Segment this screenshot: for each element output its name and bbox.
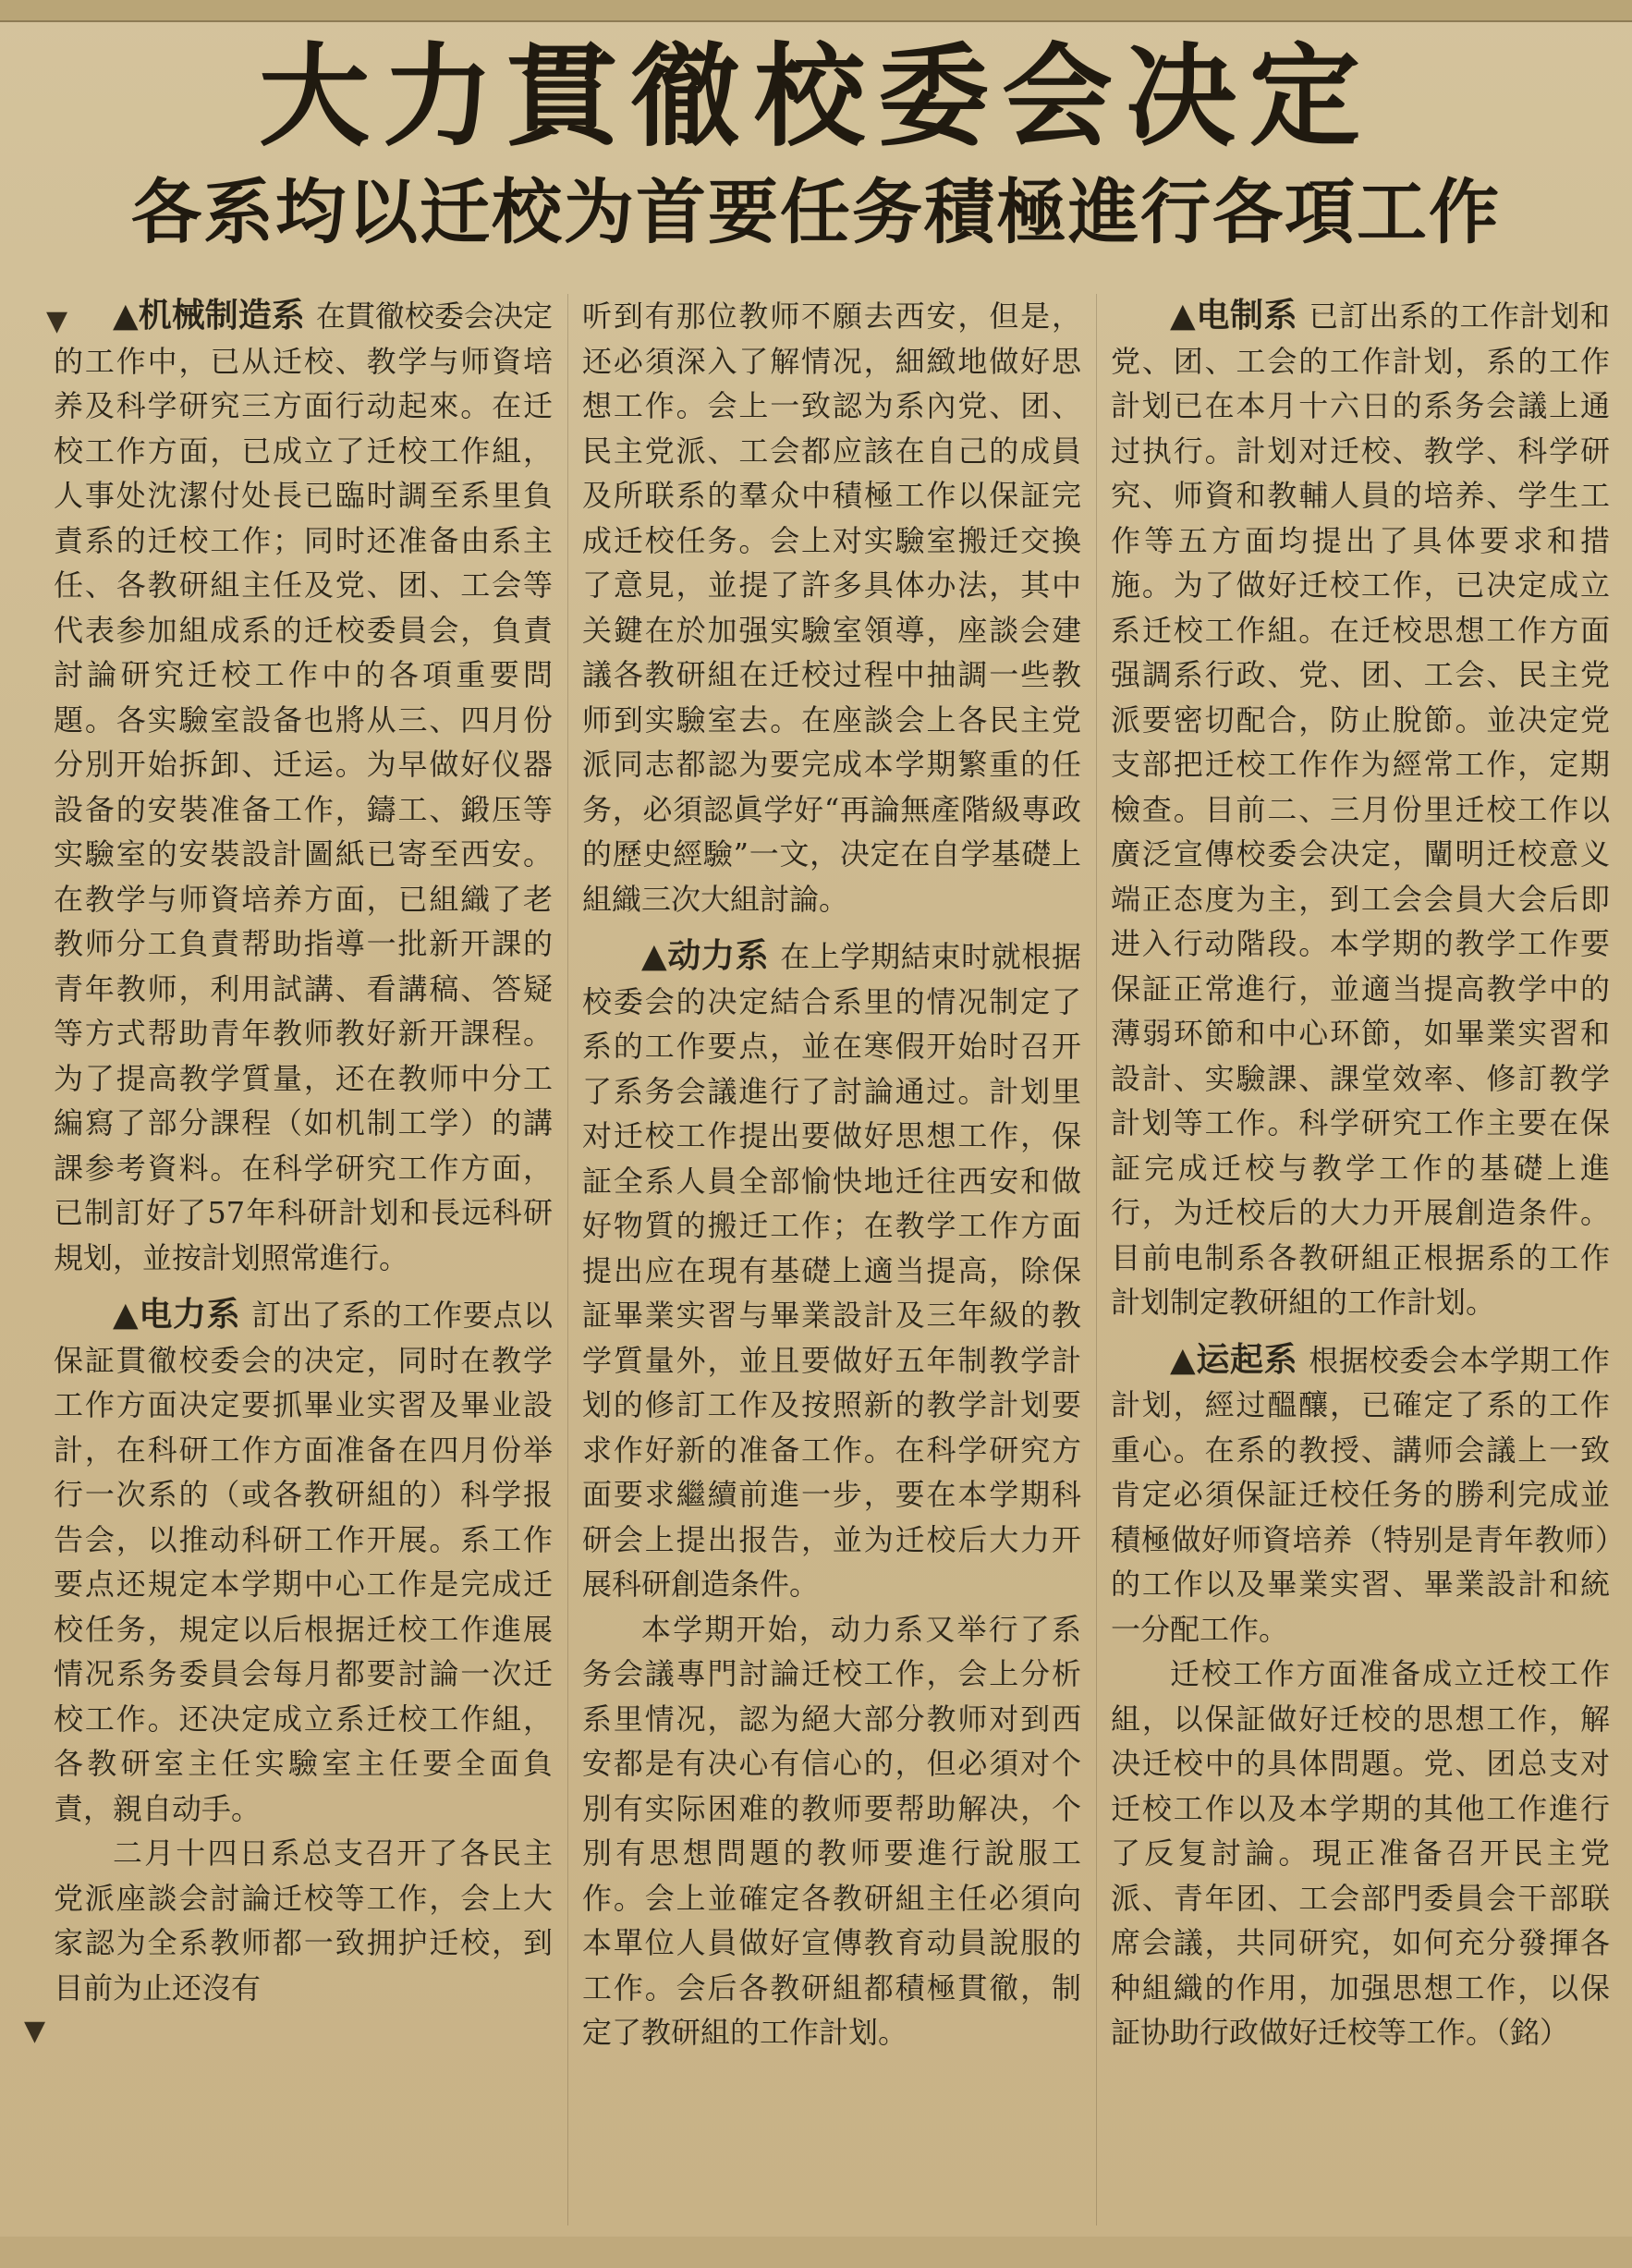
section-body: 在貫徹校委会决定的工作中，已从迁校、教学与师資培养及科学研究三方面行动起來。在迁校工作方面，已成立了迁校工作組，人事处沈潔付处長已臨时調至系里負責系的迁校工作；同时还准备由系主任、各教研組主任及党、团、工会等代表参加組成系的迁校委員会，負責討論研究迁校工作中的各項重要問題。各实驗室設备也將从三、四月份分別开始拆卸、迁运。为早做好仪器設备的安裝准备工作，鑄工、鍛压等实驗室的安裝設計圖紙已寄至西安。在教学与师資培养方面，已組織了老教师分工負責帮助指導一批新开課的青年教师，利用試講、看講稿、答疑等方式帮助青年教师教好新开課程。为了提高教学質量，还在教师中分工編寫了部分課程（如机制工学）的講課参考資料。在科学研究工作方面，已制訂好了57年科研計划和長远科研規划，並按計划照常進行。	[54, 299, 553, 1275]
paragraph: 迁校工作方面准备成立迁校工作組，以保証做好迁校的思想工作，解决迁校中的具体問題。党、团总支对迁校工作以及本学期的其他工作進行了反复討論。現正准备召开民主党派、青年团、工会部門委員会干部联席会議，共同研究，如何充分發揮各种組織的作用，加强思想工作，以保証协助行政做好迁校等工作。（銘）	[1111, 1656, 1610, 2050]
margin-marker-top: ▼	[46, 305, 68, 337]
section-electric-manufacturing	[1111, 294, 1610, 1325]
section-body: 根据校委会本学期工作計划，經过醞釀，已確定了系的工作重心。在系的教授、講师会議上一致肯定必須保証迁校任务的勝利完成並積極做好师資培养（特别是青年教师）的工作以及畢業实習、畢業設計和統一分配工作。	[1111, 1342, 1610, 1647]
bottom-edge-strip	[0, 2237, 1632, 2268]
section-machinery	[54, 294, 553, 1280]
article-column-3	[1111, 294, 1610, 2225]
section-body: 已訂出系的工作計划和党、团、工会的工作計划，系的工作計划已在本月十六日的系务会議上通过执行。計划对迁校、教学、科学研究、师資和教輔人員的培养、学生工作等五方面均提出了具体要求和措施。为了做好迁校工作，已决定成立系迁校工作組。在迁校思想工作方面强調系行政、党、团、工会、民主党派要密切配合，防止脫節。並决定党支部把迁校工作作为經常工作，定期檢查。目前二、三月份里迁校工作以廣泛宣傳校委会决定，闡明迁校意义端正态度为主，到工会会員大会后即进入行动階段。本学期的教学工作要保証正常進行，並適当提高教学中的薄弱环節和中心环節，如畢業实習和設計、实驗課、課堂效率、修訂教学計划等工作。科学研究工作主要在保証完成迁校与教学工作的基礎上進行，为迁校后的大力开展創造条件。目前电制系各教研組正根据系的工作計划制定教研組的工作計划。	[1111, 299, 1610, 1320]
section-heading: ▲机械制造系	[113, 297, 305, 335]
section-hoisting-transport	[1111, 1338, 1610, 1652]
section-power	[582, 934, 1081, 1607]
paragraph-continued: 听到有那位教师不願去西安，但是，还必須深入了解情况，細緻地做好思想工作。会上一致認为系內党、团、民主党派、工会都应該在自己的成員及所联系的羣众中積極工作以保証完成迁校任务。会上对实驗室搬迁交換了意見，並提了許多具体办法，其中关鍵在於加强实驗室領導，座談会建議各教研組在迁校过程中抽調一些教师到实驗室去。在座談会上各民主党派同志都認为要完成本学期繁重的任务，必須認眞学好“再論無產階級專政的歷史經驗”一文，决定在自学基礎上組織三次大組討論。	[582, 299, 1081, 917]
article-column-1	[54, 294, 553, 2225]
paragraph: 二月十四日系总支召开了各民主党派座談会討論迁校等工作，会上大家認为全系教师都一致拥护迁校，到目前为止还沒有	[54, 1835, 553, 2006]
section-heading: ▲电力系	[113, 1296, 241, 1334]
top-edge-strip	[0, 0, 1632, 22]
section-heading: ▲电制系	[1170, 297, 1298, 335]
section-electric-power	[54, 1293, 553, 1831]
column-divider-2	[1096, 294, 1097, 2225]
section-body: 訂出了系的工作要点以保証貫徹校委会的决定，同时在教学工作方面决定要抓畢业实習及畢业設計，在科研工作方面准备在四月份举行一次系的（或各教研組的）科学报告会，以推动科研工作开展。系工作要点还規定本学期中心工作是完成迁校任务，規定以后根据迁校工作進展情况系务委員会每月都要討論一次迁校工作。还决定成立系迁校工作組，各教研室主任实驗室主任要全面負責，親自动手。	[54, 1298, 553, 1826]
paragraph: 本学期开始，动力系又举行了系务会議專門討論迁校工作，会上分析系里情况，認为絕大部分教师对到西安都是有决心有信心的，但必須对个別有实际困难的教师要帮助解决，个別有思想問題的教师要進行說服工作。会上並確定各教研組主任必須向本單位人員做好宣傳教育动員說服的工作。会后各教研組都積極貫徹，制定了教研組的工作計划。	[582, 1611, 1081, 2050]
sub-headline: 各系均以迁校为首要任务積極進行各項工作	[131, 171, 1501, 253]
section-body: 在上学期結束时就根据校委会的决定結合系里的情况制定了系的工作要点，並在寒假开始时召开了系务会議進行了討論通过。計划里对迁校工作提出要做好思想工作，保証全系人員全部愉快地迁往西安和做好物質的搬迁工作；在教学工作方面提出应在現有基礎上適当提高，除保証畢業实習与畢業設計及三年級的教学質量外，並且要做好五年制教学計划的修訂工作及按照新的教学計划要求作好新的准备工作。在科学研究方面要求繼續前進一步，要在本学期科研会上提出报告，並为迁校后大力开展科研創造条件。	[582, 939, 1081, 1602]
column-divider-1	[567, 294, 568, 2225]
section-heading: ▲运起系	[1170, 1340, 1298, 1379]
section-heading: ▲动力系	[641, 937, 770, 975]
article-column-2	[582, 294, 1081, 2225]
main-headline: 大力貫徹校委会决定	[259, 31, 1373, 162]
margin-marker-bottom: ▼	[24, 2015, 46, 2047]
